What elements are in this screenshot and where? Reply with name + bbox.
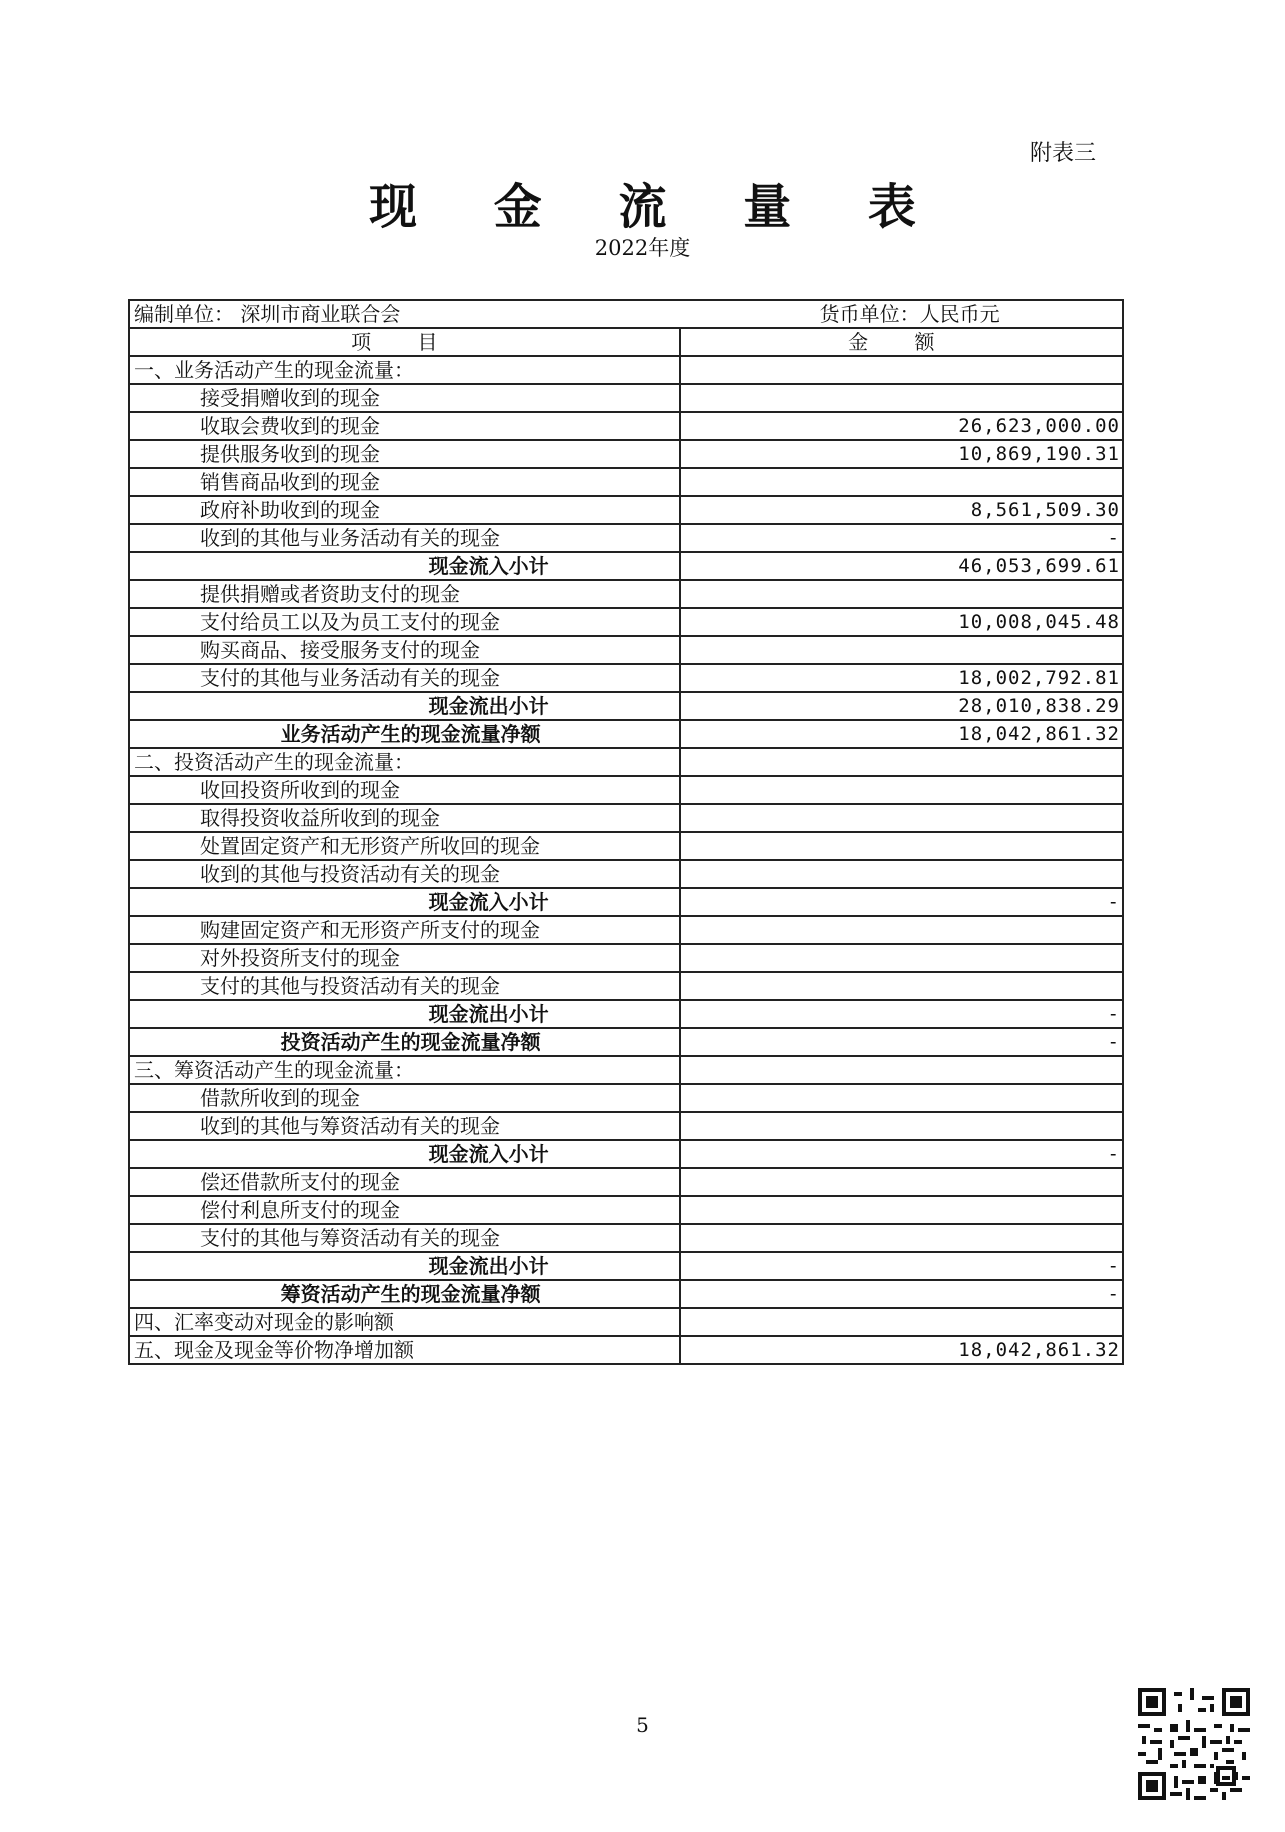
- row-label: 现金流出小计: [129, 1252, 680, 1280]
- row-amount: 18,042,861.32: [680, 720, 1123, 748]
- row-label: 收到的其他与筹资活动有关的现金: [129, 1112, 680, 1140]
- table-row: [129, 1056, 1123, 1084]
- row-amount: [680, 580, 1123, 608]
- row-label: 二、投资活动产生的现金流量：: [129, 748, 680, 776]
- cash-flow-table: [128, 299, 1124, 1365]
- row-amount: -: [680, 1280, 1123, 1308]
- column-header-amount: 金 额: [680, 328, 1123, 356]
- row-amount: 46,053,699.61: [680, 552, 1123, 580]
- row-label: 支付的其他与业务活动有关的现金: [129, 664, 680, 692]
- row-label: 业务活动产生的现金流量净额: [129, 720, 680, 748]
- table-row: [129, 412, 1123, 440]
- row-amount: [680, 832, 1123, 860]
- row-label: 偿付利息所支付的现金: [129, 1196, 680, 1224]
- row-amount: [680, 748, 1123, 776]
- row-label: 收到的其他与业务活动有关的现金: [129, 524, 680, 552]
- report-year: 2022年度: [594, 236, 691, 260]
- row-label: 四、汇率变动对现金的影响额: [129, 1308, 680, 1336]
- currency-unit: 货币单位：人民币元: [680, 300, 1123, 328]
- meta-row: [129, 300, 1123, 328]
- table-row: [129, 748, 1123, 776]
- row-amount: 18,042,861.32: [680, 1336, 1123, 1364]
- table-row: [129, 776, 1123, 804]
- table-row: [129, 1140, 1123, 1168]
- row-amount: 8,561,509.30: [680, 496, 1123, 524]
- row-amount: [680, 384, 1123, 412]
- row-label: 支付给员工以及为员工支付的现金: [129, 608, 680, 636]
- row-amount: [680, 1224, 1123, 1252]
- appendix-label: 附表三: [1030, 141, 1097, 166]
- row-label: 收回投资所收到的现金: [129, 776, 680, 804]
- row-amount: -: [680, 1140, 1123, 1168]
- row-label: 一、业务活动产生的现金流量：: [129, 356, 680, 384]
- table-row: [129, 944, 1123, 972]
- table-row: [129, 636, 1123, 664]
- row-amount: 10,869,190.31: [680, 440, 1123, 468]
- row-amount: [680, 1084, 1123, 1112]
- row-amount: [680, 636, 1123, 664]
- row-amount: [680, 1112, 1123, 1140]
- table-row: [129, 916, 1123, 944]
- table-row: [129, 552, 1123, 580]
- table-row: [129, 972, 1123, 1000]
- row-label: 偿还借款所支付的现金: [129, 1168, 680, 1196]
- table-row: [129, 1028, 1123, 1056]
- table-row: [129, 860, 1123, 888]
- table-row: [129, 1168, 1123, 1196]
- row-amount: [680, 776, 1123, 804]
- table-row: [129, 832, 1123, 860]
- row-amount: -: [680, 524, 1123, 552]
- row-amount: 18,002,792.81: [680, 664, 1123, 692]
- table-row: [129, 1112, 1123, 1140]
- table-row: [129, 804, 1123, 832]
- row-amount: [680, 1168, 1123, 1196]
- row-label: 接受捐赠收到的现金: [129, 384, 680, 412]
- compiling-unit: 编制单位： 深圳市商业联合会: [129, 300, 680, 328]
- row-amount: [680, 1056, 1123, 1084]
- table-row: [129, 1224, 1123, 1252]
- row-label: 对外投资所支付的现金: [129, 944, 680, 972]
- table-row: [129, 1252, 1123, 1280]
- table-row: [129, 608, 1123, 636]
- row-label: 五、现金及现金等价物净增加额: [129, 1336, 680, 1364]
- table-row: [129, 888, 1123, 916]
- row-amount: 28,010,838.29: [680, 692, 1123, 720]
- row-label: 现金流入小计: [129, 552, 680, 580]
- row-amount: -: [680, 1252, 1123, 1280]
- table-row: [129, 356, 1123, 384]
- row-label: 收到的其他与投资活动有关的现金: [129, 860, 680, 888]
- row-amount: -: [680, 1028, 1123, 1056]
- row-amount: [680, 804, 1123, 832]
- table-row: [129, 1084, 1123, 1112]
- row-amount: 10,008,045.48: [680, 608, 1123, 636]
- row-label: 现金流出小计: [129, 692, 680, 720]
- table-row: [129, 1336, 1123, 1364]
- row-label: 筹资活动产生的现金流量净额: [129, 1280, 680, 1308]
- table-row: [129, 664, 1123, 692]
- table-row: [129, 496, 1123, 524]
- row-amount: [680, 916, 1123, 944]
- row-label: 支付的其他与投资活动有关的现金: [129, 972, 680, 1000]
- table-row: [129, 440, 1123, 468]
- page-number: 5: [636, 1713, 649, 1737]
- table-row: [129, 524, 1123, 552]
- row-amount: [680, 1196, 1123, 1224]
- row-amount: [680, 860, 1123, 888]
- row-label: 销售商品收到的现金: [129, 468, 680, 496]
- row-label: 现金流入小计: [129, 888, 680, 916]
- row-label: 提供捐赠或者资助支付的现金: [129, 580, 680, 608]
- row-amount: [680, 972, 1123, 1000]
- row-label: 购建固定资产和无形资产所支付的现金: [129, 916, 680, 944]
- row-label: 支付的其他与筹资活动有关的现金: [129, 1224, 680, 1252]
- table-row: [129, 1196, 1123, 1224]
- row-amount: [680, 944, 1123, 972]
- row-label: 收取会费收到的现金: [129, 412, 680, 440]
- row-label: 取得投资收益所收到的现金: [129, 804, 680, 832]
- row-amount: [680, 468, 1123, 496]
- row-label: 现金流入小计: [129, 1140, 680, 1168]
- table-row: [129, 1000, 1123, 1028]
- row-label: 处置固定资产和无形资产所收回的现金: [129, 832, 680, 860]
- table-row: [129, 1280, 1123, 1308]
- row-label: 现金流出小计: [129, 1000, 680, 1028]
- row-label: 政府补助收到的现金: [129, 496, 680, 524]
- qr-code-icon: [1138, 1688, 1250, 1800]
- row-amount: -: [680, 888, 1123, 916]
- row-label: 借款所收到的现金: [129, 1084, 680, 1112]
- row-amount: -: [680, 1000, 1123, 1028]
- column-header-item: 项 目: [129, 328, 680, 356]
- row-label: 三、筹资活动产生的现金流量：: [129, 1056, 680, 1084]
- page-title: 现 金 流 量 表: [369, 179, 946, 235]
- table-row: [129, 384, 1123, 412]
- row-label: 投资活动产生的现金流量净额: [129, 1028, 680, 1056]
- header-row: [129, 328, 1123, 356]
- row-label: 提供服务收到的现金: [129, 440, 680, 468]
- table-row: [129, 1308, 1123, 1336]
- row-amount: [680, 356, 1123, 384]
- table-row: [129, 468, 1123, 496]
- row-label: 购买商品、接受服务支付的现金: [129, 636, 680, 664]
- table-row: [129, 580, 1123, 608]
- table-row: [129, 720, 1123, 748]
- row-amount: 26,623,000.00: [680, 412, 1123, 440]
- table-row: [129, 692, 1123, 720]
- row-amount: [680, 1308, 1123, 1336]
